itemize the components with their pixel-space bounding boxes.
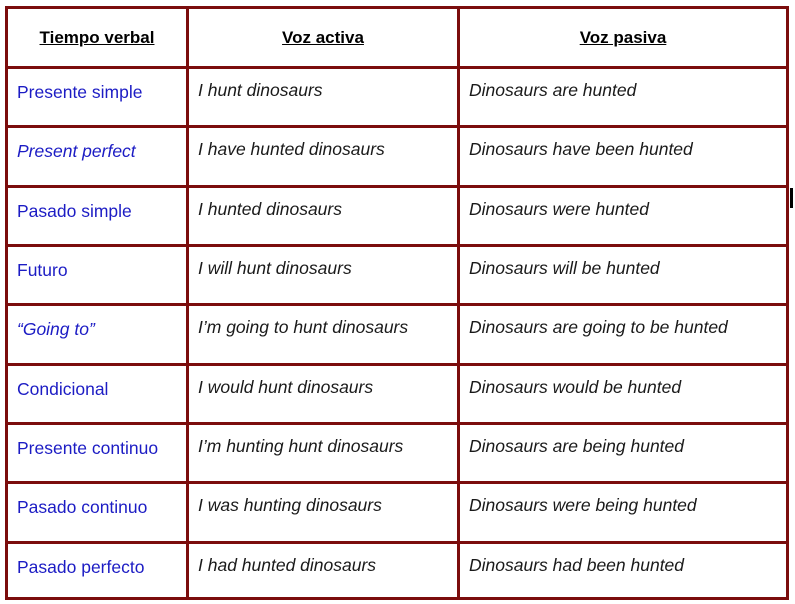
active-voice-cell: I would hunt dinosaurs [186,363,457,422]
tense-cell: Present perfect [5,125,186,184]
tense-cell: Presente continuo [5,422,186,481]
passive-voice-cell: Dinosaurs were hunted [457,185,789,244]
table-row [5,66,789,125]
tense-cell: Condicional [5,363,186,422]
header-active [186,6,457,66]
tense-cell: “Going to” [5,303,186,362]
passive-voice-cell: Dinosaurs are going to be hunted [457,303,789,362]
active-voice-cell: I’m going to hunt dinosaurs [186,303,457,362]
active-voice-cell: I hunt dinosaurs [186,66,457,125]
table-row [5,422,789,481]
active-voice-cell: I hunted dinosaurs [186,185,457,244]
table-row [5,363,789,422]
active-voice-cell: I had hunted dinosaurs [186,541,457,600]
header-row [5,6,789,66]
table-row [5,185,789,244]
edge-mark [790,188,793,208]
tense-cell: Futuro [5,244,186,303]
passive-voice-cell: Dinosaurs are hunted [457,66,789,125]
header-tense-label: Tiempo verbal [39,27,155,47]
passive-voice-cell: Dinosaurs had been hunted [457,541,789,600]
header-active-label: Voz activa [282,27,364,47]
active-voice-cell: I will hunt dinosaurs [186,244,457,303]
table-row [5,125,789,184]
header-tense [5,6,186,66]
passive-voice-cell: Dinosaurs have been hunted [457,125,789,184]
active-voice-cell: I have hunted dinosaurs [186,125,457,184]
tense-cell: Pasado simple [5,185,186,244]
passive-voice-cell: Dinosaurs would be hunted [457,363,789,422]
tense-cell: Pasado continuo [5,481,186,540]
tense-cell: Presente simple [5,66,186,125]
header-passive-label: Voz pasiva [579,27,667,47]
voice-comparison-table [5,6,789,600]
active-voice-cell: I was hunting dinosaurs [186,481,457,540]
table-row [5,541,789,600]
table-row [5,303,789,362]
table-row [5,481,789,540]
passive-voice-cell: Dinosaurs will be hunted [457,244,789,303]
passive-voice-cell: Dinosaurs were being hunted [457,481,789,540]
passive-voice-cell: Dinosaurs are being hunted [457,422,789,481]
active-voice-cell: I’m hunting hunt dinosaurs [186,422,457,481]
header-passive [457,6,789,66]
tense-cell: Pasado perfecto [5,541,186,600]
table-row [5,244,789,303]
